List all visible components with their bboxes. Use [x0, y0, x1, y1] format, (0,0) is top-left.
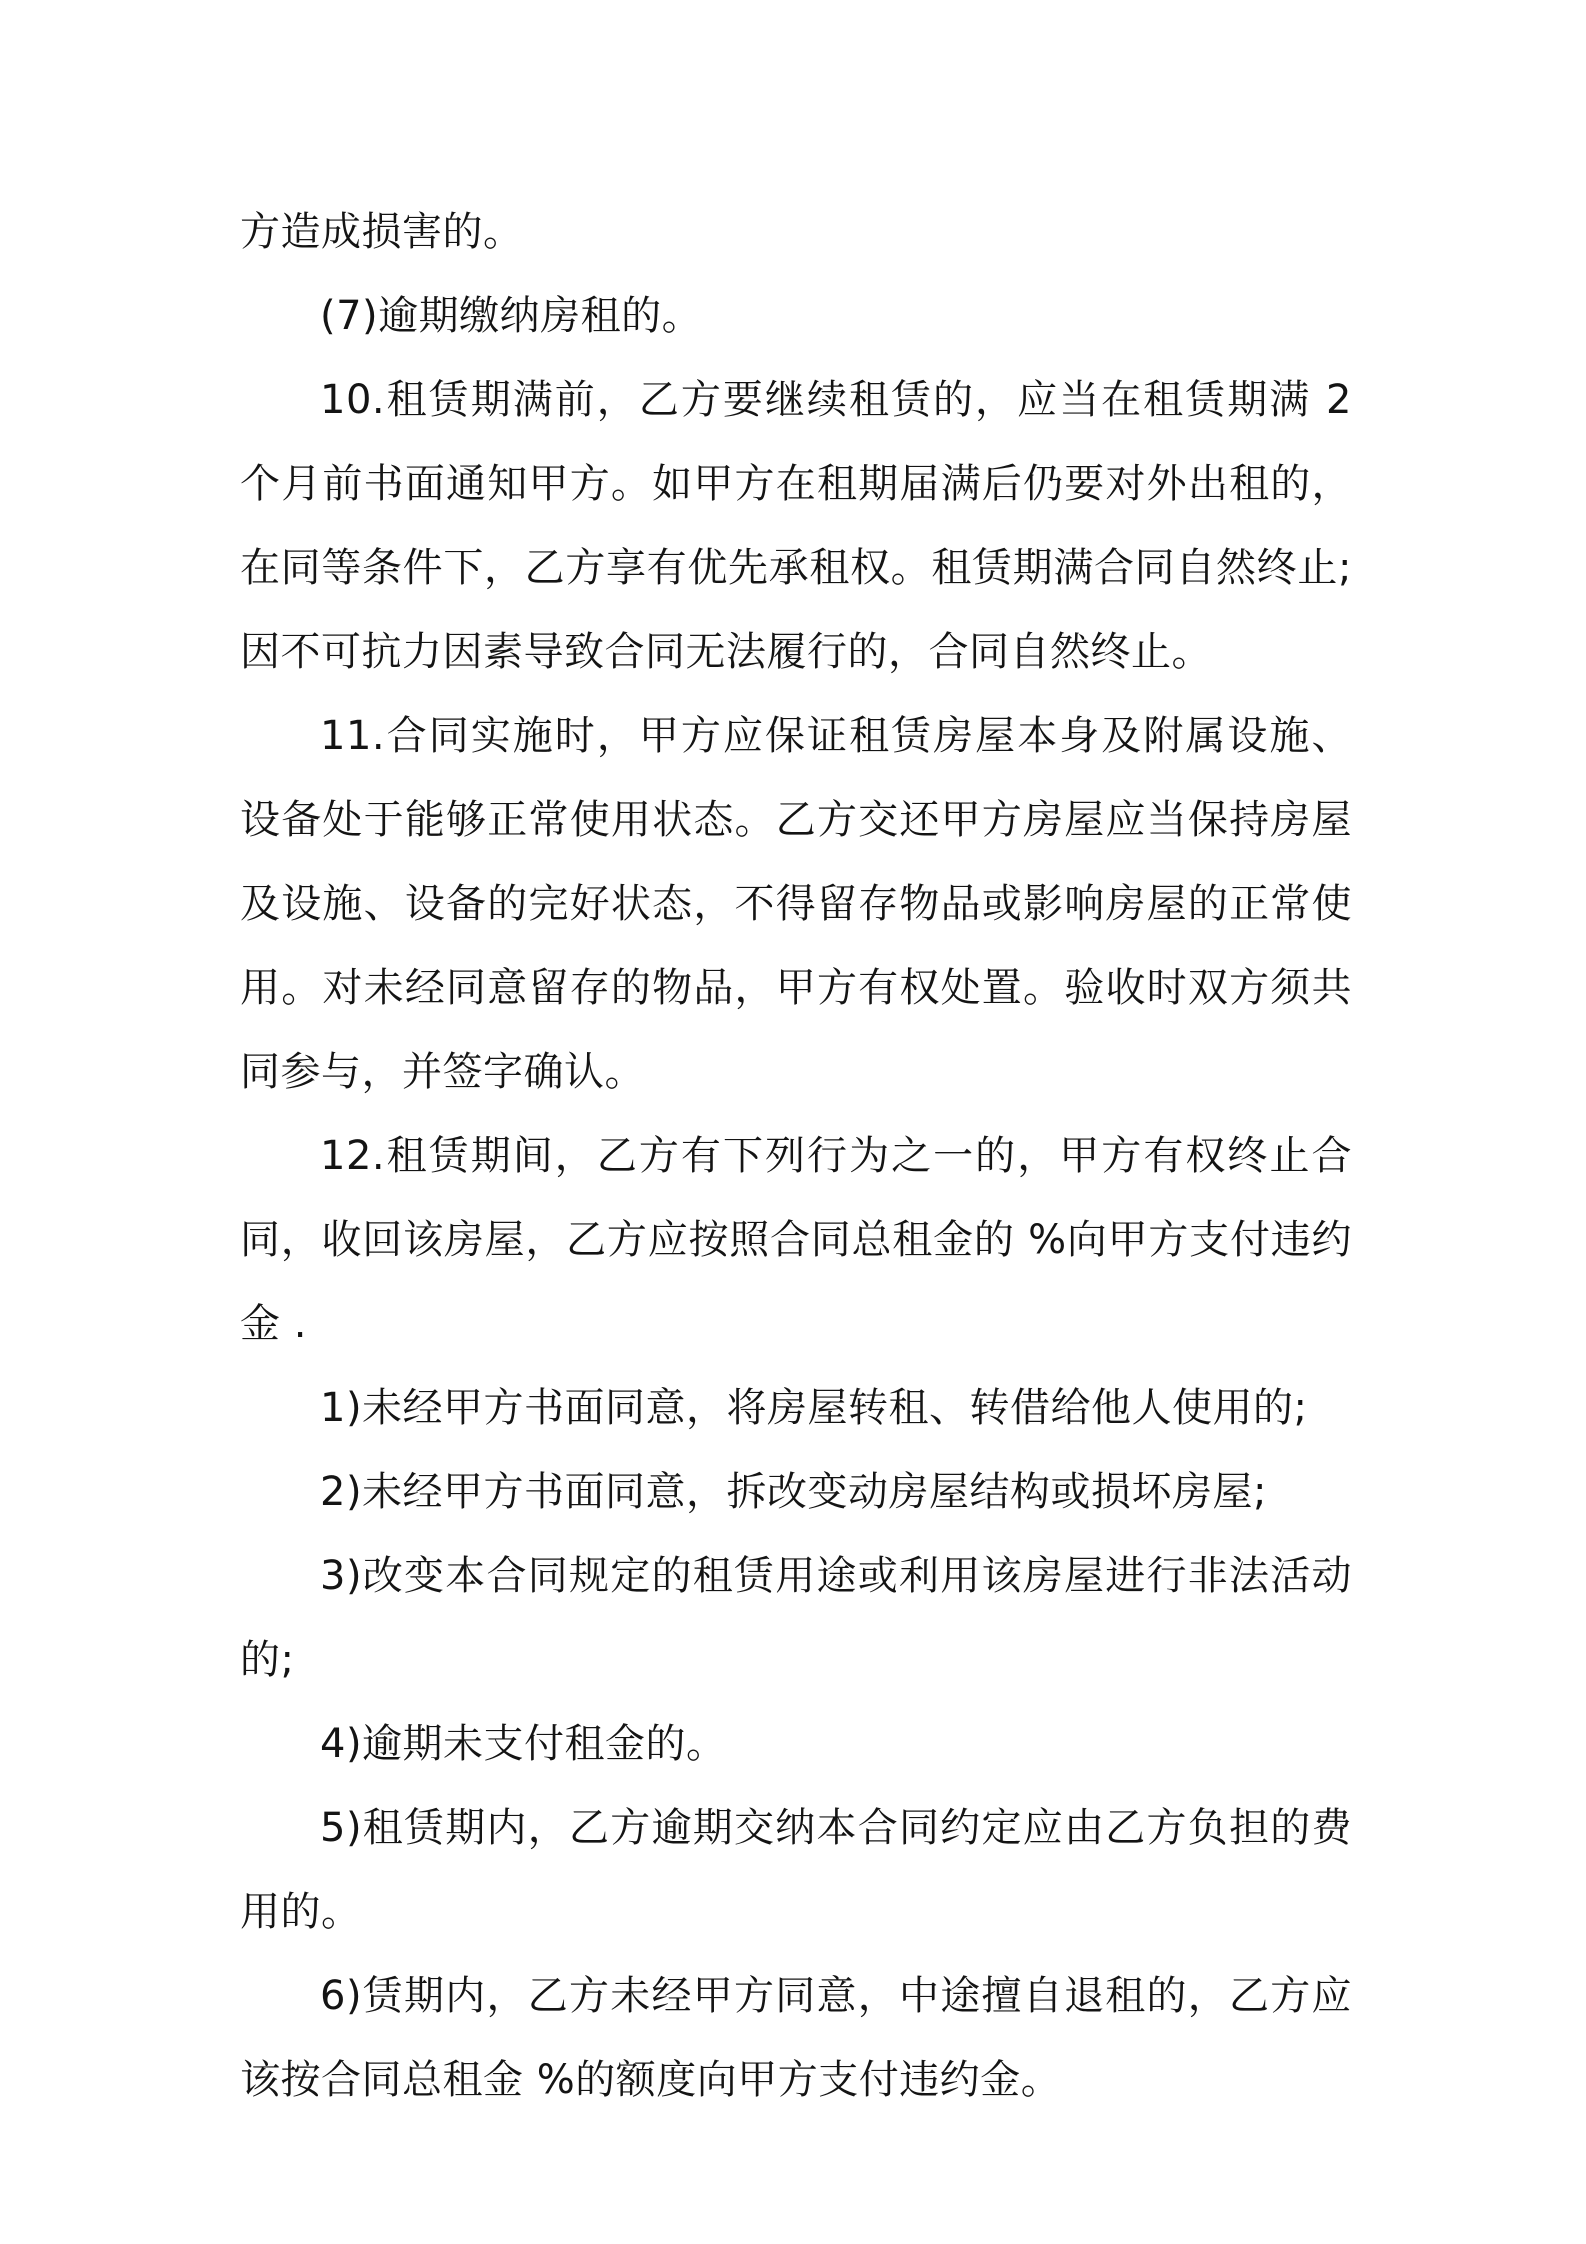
paragraph-sub-item-6: 6)赁期内，乙方未经甲方同意，中途擅自退租的，乙方应该按合同总租金 %的额度向甲方支付违约金。 — [240, 1973, 1352, 2103]
paragraph-clause-11: 11.合同实施时，甲方应保证租赁房屋本身及附属设施、设备处于能够正常使用状态。乙方交还甲方房屋应当保持房屋及设施、设备的完好状态，不得留存物品或影响房屋的正常使用。对未经同意留存的物品，甲方有权处置。验收时双方须共同参与，并签字确认。 — [240, 713, 1352, 1095]
paragraph-sub-item-5: 5)租赁期内，乙方逾期交纳本合同约定应由乙方负担的费用的。 — [240, 1805, 1352, 1935]
paragraph-clause-10: 10.租赁期满前，乙方要继续租赁的，应当在租赁期满 2 个月前书面通知甲方。如甲方在租期届满后仍要对外出租的，在同等条件下，乙方享有优先承租权。租赁期满合同自然终止;因不可抗力因素导致合同无法履行的，合同自然终止。 — [240, 377, 1352, 675]
paragraph-item-7: (7)逾期缴纳房租的。 — [320, 293, 703, 339]
paragraph-clause-12: 12.租赁期间，乙方有下列行为之一的，甲方有权终止合同，收回该房屋，乙方应按照合同总租金的 %向甲方支付违约金 . — [240, 1133, 1352, 1347]
paragraph-sub-item-3: 3)改变本合同规定的租赁用途或利用该房屋进行非法活动的; — [240, 1553, 1352, 1683]
paragraph-continuation: 方造成损害的。 — [240, 209, 524, 255]
paragraph-sub-item-2: 2)未经甲方书面同意，拆改变动房屋结构或损坏房屋; — [320, 1469, 1268, 1515]
paragraph-sub-item-1: 1)未经甲方书面同意，将房屋转租、转借给他人使用的; — [320, 1385, 1308, 1431]
document-body — [240, 190, 1352, 2122]
paragraph-sub-item-4: 4)逾期未支付租金的。 — [320, 1721, 727, 1767]
